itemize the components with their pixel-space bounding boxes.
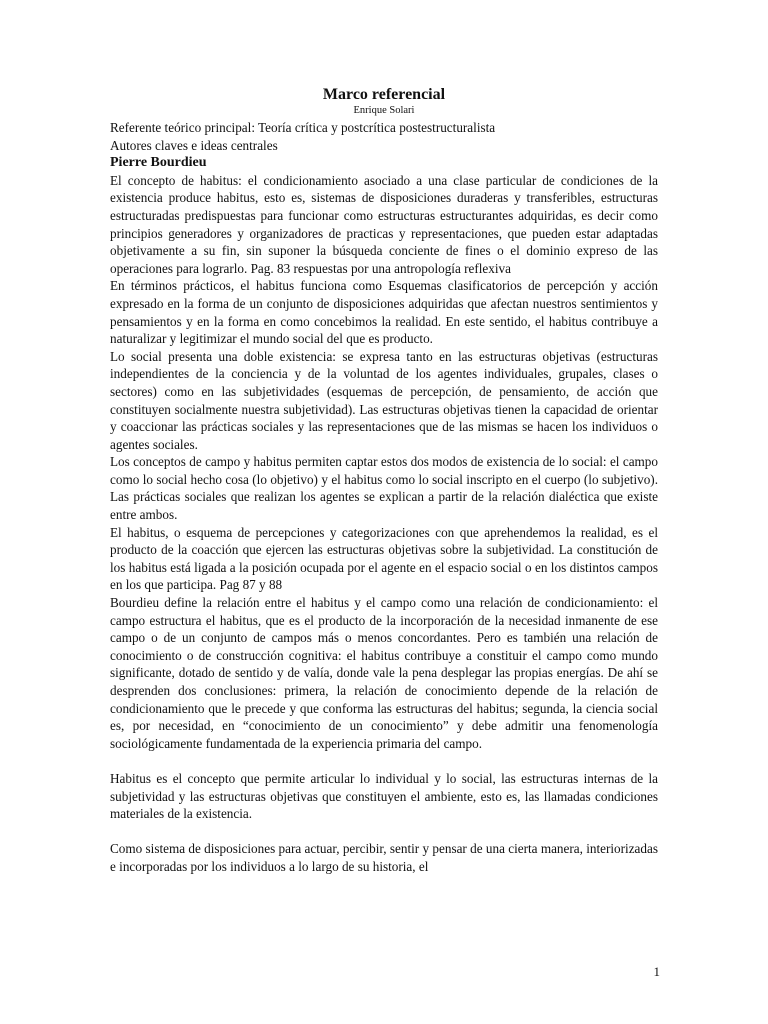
page-number: 1 <box>653 964 660 979</box>
paragraph: El habitus, o esquema de percepciones y categorizaciones con que aprehendemos la realidad, es el producto de la coacción que ejercen las estructuras objetivas sobre la subjetividad. La constitución de los habitus está ligada a la posición ocupada por el agente en el espacio social o en los distintos campos en los que participa. Pag 87 y 88 <box>110 524 658 593</box>
reference-line: Referente teórico principal: Teoría crítica y postcrítica postestructuralista <box>110 120 496 135</box>
document-body <box>110 86 658 876</box>
document-author: Enrique Solari <box>353 105 415 116</box>
paragraph: El concepto de habitus: el condicionamiento asociado a una clase particular de condiciones de la existencia produce habitus, esto es, sistemas de disposiciones duraderas y transferibles, estructuras estructuradas predispuestas para funcionar como estructuras estructurantes adquiridas, es decir como principios generadores y organizadores de practicas y representaciones, que pueden estar adaptadas objetivamente a su fin, sin suponer la búsqueda conciente de fines o el dominio expreso de las operaciones para lograrlo. Pag. 83 respuestas por una antropología reflexiva <box>110 172 658 276</box>
document-title: Marco referencial <box>322 86 446 103</box>
paragraph: Habitus es el concepto que permite articular lo individual y lo social, las estructuras internas de la subjetividad y las estructuras objetivas que constituyen el ambiente, esto es, las llamadas condiciones materiales de la existencia. <box>110 770 658 822</box>
paragraph: En términos prácticos, el habitus funciona como Esquemas clasificatorios de percepción y acción expresado en la forma de un conjunto de disposiciones adquiridas que afectan nuestros sentimientos y pensamientos y en la forma en como concebimos la realidad. En este sentido, el habitus contribuye a naturalizar y legitimizar el mundo social del que es producto. <box>110 278 658 347</box>
paragraph: Bourdieu define la relación entre el habitus y el campo como una relación de condicionamiento: el campo estructura el habitus, que es el producto de la incorporación de la necesidad inmanente de ese campo o de un conjunto de campos más o menos concordantes. Pero es también una relación de conocimiento o de construcción cognitiva: el habitus contribuye a constituir el campo como mundo significante, dotado de sentido y de valía, donde vale la pena desplegar las propias energías. De ahí se desprenden dos conclusiones: primera, la relación de conocimiento depende de la relación de condicionamiento que le precede y que conforma las estructuras del habitus; segunda, la ciencia social es, por necesidad, en “conocimiento de un conocimiento” y debe admitir una fenomenología sociológicamente fundamentada de la experiencia primaria del campo. <box>110 595 658 751</box>
paragraph: Como sistema de disposiciones para actuar, percibir, sentir y pensar de una cierta manera, interiorizadas e incorporadas por los individuos a lo largo de su historia, el <box>110 841 658 874</box>
authors-line: Autores claves e ideas centrales <box>110 137 278 153</box>
section-heading: Pierre Bourdieu <box>110 155 207 171</box>
paragraph: Lo social presenta una doble existencia: se expresa tanto en las estructuras objetivas (estructuras independientes de la conciencia y de la voluntad de los agentes individuales, grupales, clases o sectores) como en las subjetividades (esquemas de percepción, de pensamiento, de acción que constituyen socialmente nuestra subjetividad). Las estructuras objetivas tienen la capacidad de orientar y coaccionar las prácticas sociales y las representaciones que de las mismas se hacen los individuos o agentes sociales. <box>110 348 658 452</box>
paragraph: Los conceptos de campo y habitus permiten captar estos dos modos de existencia de lo social: el campo como lo social hecho cosa (lo objetivo) y el habitus como lo social inscripto en el cuerpo (lo subjetivo). Las prácticas sociales que realizan los agentes se explican a partir de la relación dialéctica que existe entre ambos. <box>110 454 658 523</box>
